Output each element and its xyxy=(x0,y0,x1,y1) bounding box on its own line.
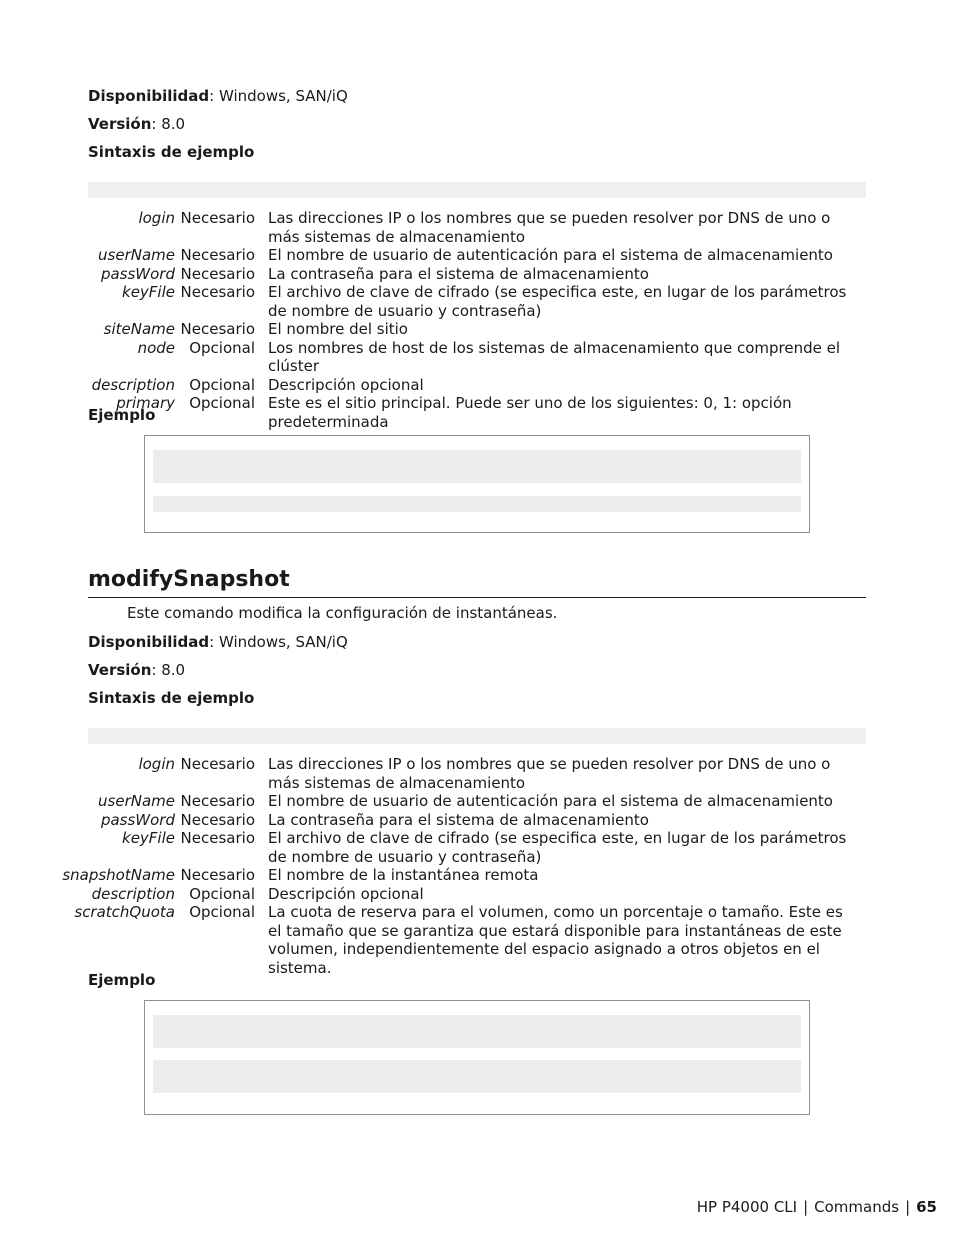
parameter-requirement: Opcional xyxy=(189,394,255,412)
parameter-name: snapshotName xyxy=(62,866,175,884)
parameter-name: node xyxy=(137,338,175,357)
parameter-row xyxy=(0,792,954,811)
parameter-description: Descripción opcional xyxy=(268,884,424,903)
version-line xyxy=(88,661,185,679)
footer-section: Commands xyxy=(814,1198,900,1216)
parameter-description: La contraseña para el sistema de almacenamiento xyxy=(268,810,649,829)
parameter-requirement: Necesario xyxy=(180,209,255,227)
parameter-requirement: Necesario xyxy=(180,755,255,773)
parameter-requirement: Necesario xyxy=(180,246,255,264)
example-label: Ejemplo xyxy=(88,406,156,424)
parameter-row xyxy=(0,320,954,339)
availability-line xyxy=(88,87,348,105)
parameter-name: login xyxy=(138,755,175,773)
availability-line xyxy=(88,633,348,651)
parameter-row xyxy=(0,209,954,246)
parameter-name: keyFile xyxy=(122,829,175,847)
parameter-description: Las direcciones IP o los nombres que se pueden resolver por DNS de uno o más sistemas de almacenamiento xyxy=(268,755,831,792)
parameter-requirement: Opcional xyxy=(189,903,255,921)
parameter-requirement: Opcional xyxy=(189,338,255,357)
example-code-box xyxy=(144,435,810,533)
parameter-row xyxy=(0,811,954,830)
parameter-description: La contraseña para el sistema de almacenamiento xyxy=(268,264,649,283)
syntax-label: Sintaxis de ejemplo xyxy=(88,689,255,707)
example-code-box xyxy=(144,1000,810,1115)
availability-label: Disponibilidad xyxy=(88,87,210,105)
parameter-name: passWord xyxy=(100,264,175,283)
parameter-table xyxy=(0,755,954,977)
parameter-table xyxy=(0,209,954,431)
availability-label: Disponibilidad xyxy=(88,633,210,651)
parameter-row xyxy=(0,246,954,265)
parameter-requirement: Necesario xyxy=(180,792,255,810)
page-footer xyxy=(697,1198,937,1216)
parameter-name: description xyxy=(91,884,175,903)
parameter-row xyxy=(0,885,954,904)
syntax-label: Sintaxis de ejemplo xyxy=(88,143,255,161)
parameter-requirement: Necesario xyxy=(180,283,255,301)
parameter-row xyxy=(0,339,954,376)
parameter-name: keyFile xyxy=(122,283,175,301)
parameter-description: Los nombres de host de los sistemas de almacenamiento que comprende el clúster xyxy=(268,338,840,375)
parameter-row xyxy=(0,376,954,395)
example-code-line xyxy=(153,1060,801,1093)
example-code-line xyxy=(153,450,801,483)
parameter-requirement: Necesario xyxy=(180,810,255,829)
parameter-description: La cuota de reserva para el volumen, como un porcentaje o tamaño. Este es el tamaño que se garantiza que estará disponible para instantáneas de este volumen, independientemente del espacio asignado a otros objetos en el sistema. xyxy=(268,903,843,977)
version-label: Versión xyxy=(88,661,152,679)
parameter-requirement: Necesario xyxy=(180,320,255,338)
version-value: : 8.0 xyxy=(151,115,186,133)
parameter-name: primary xyxy=(116,394,175,412)
parameter-name: description xyxy=(91,375,175,394)
parameter-name: userName xyxy=(98,792,175,810)
version-value: : 8.0 xyxy=(151,661,186,679)
availability-value: : Windows, SAN/iQ xyxy=(209,633,348,651)
parameter-description: El nombre del sitio xyxy=(268,320,408,338)
parameter-name: login xyxy=(138,209,175,227)
example-code-line xyxy=(153,1015,801,1048)
parameter-requirement: Necesario xyxy=(180,866,255,884)
footer-doc-title: HP P4000 CLI xyxy=(696,1198,798,1216)
parameter-description: Este es el sitio principal. Puede ser uno de los siguientes: 0, 1: opción predeterminada xyxy=(268,394,792,431)
parameter-row xyxy=(0,903,954,977)
parameter-description: El nombre de usuario de autenticación para el sistema de almacenamiento xyxy=(268,792,833,810)
section-rule xyxy=(88,597,866,598)
parameter-name: userName xyxy=(98,246,175,264)
parameter-name: passWord xyxy=(100,810,175,829)
parameter-row xyxy=(0,283,954,320)
parameter-requirement: Necesario xyxy=(180,264,255,283)
example-code-line xyxy=(153,496,801,512)
parameter-name: siteName xyxy=(103,320,175,338)
parameter-description: El nombre de usuario de autenticación para el sistema de almacenamiento xyxy=(268,246,833,264)
syntax-code-block xyxy=(88,182,866,198)
page-number: 65 xyxy=(916,1198,937,1216)
parameter-description: Descripción opcional xyxy=(268,375,424,394)
section-intro: Este comando modifica la configuración de instantáneas. xyxy=(127,604,558,622)
parameter-description: Las direcciones IP o los nombres que se pueden resolver por DNS de uno o más sistemas de almacenamiento xyxy=(268,209,831,246)
parameter-requirement: Opcional xyxy=(189,884,255,903)
parameter-description: El nombre de la instantánea remota xyxy=(268,866,539,884)
footer-separator: | xyxy=(803,1198,809,1216)
availability-value: : Windows, SAN/iQ xyxy=(209,87,348,105)
parameter-requirement: Necesario xyxy=(180,829,255,847)
syntax-code-block xyxy=(88,728,866,744)
parameter-description: El archivo de clave de cifrado (se especifica este, en lugar de los parámetros de nombre de usuario y contraseña) xyxy=(268,829,847,866)
parameter-row xyxy=(0,829,954,866)
parameter-row xyxy=(0,866,954,885)
parameter-name: scratchQuota xyxy=(74,903,175,921)
example-label: Ejemplo xyxy=(88,971,156,989)
parameter-description: El archivo de clave de cifrado (se especifica este, en lugar de los parámetros de nombre de usuario y contraseña) xyxy=(268,283,847,320)
version-line xyxy=(88,115,185,133)
section-title: modifySnapshot xyxy=(88,567,290,592)
version-label: Versión xyxy=(88,115,152,133)
parameter-requirement: Opcional xyxy=(189,375,255,394)
parameter-row xyxy=(0,265,954,284)
parameter-row xyxy=(0,755,954,792)
footer-separator: | xyxy=(905,1198,911,1216)
